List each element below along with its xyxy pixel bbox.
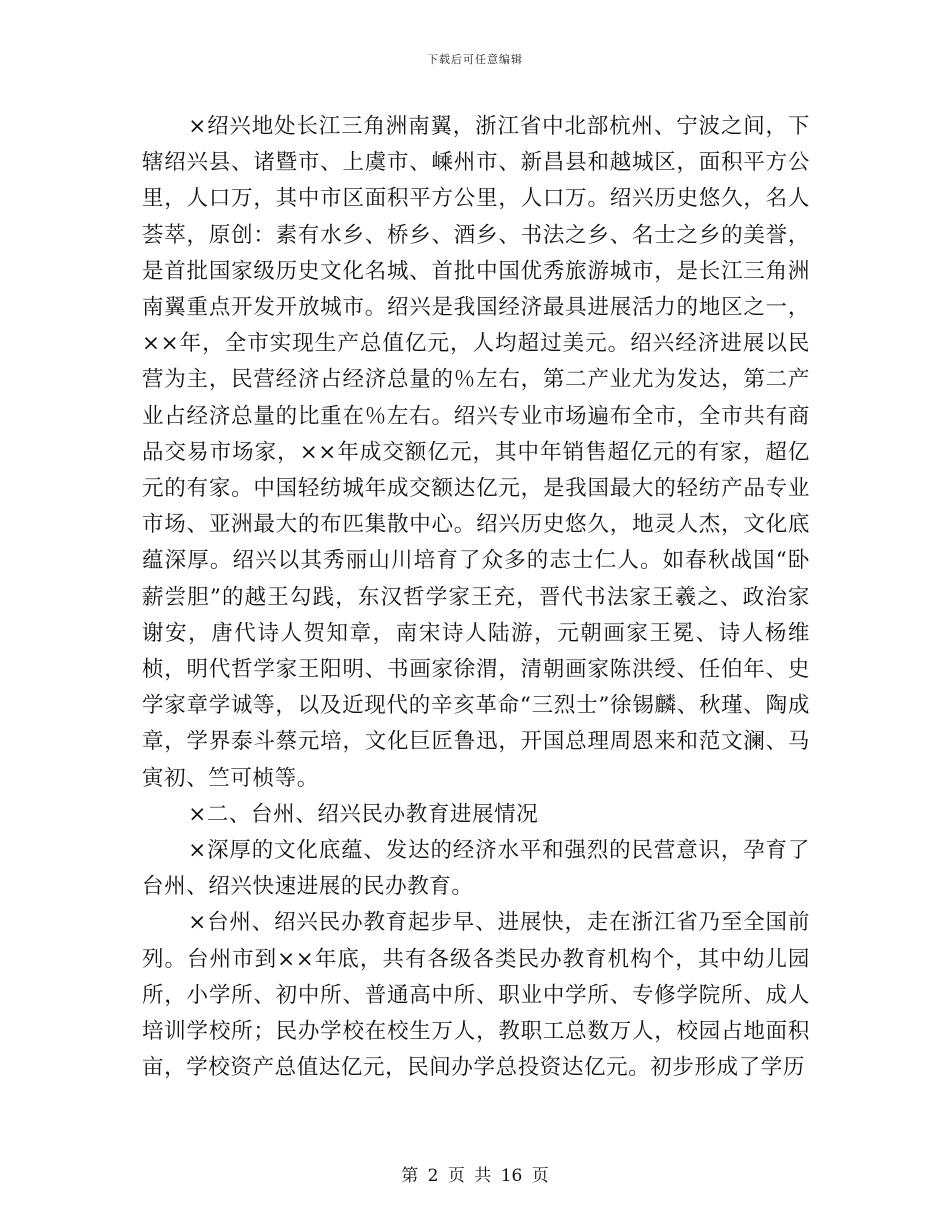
section-heading: ×二、台州、绍兴民办教育进展情况	[188, 801, 539, 827]
document-body	[142, 109, 810, 1086]
paragraph-private-education: ×台州、绍兴民办教育起步早、进展快，走在浙江省乃至全国前列。台州市到××年底，共有各级各类民办教育机构个，其中幼儿园所，小学所、初中所、普通高中所、职业中学所、专修学院所、成人培训学校所；民办学校在校生万人，教职工总数万人，校园占地面积亩，学校资产总值达亿元，民间办学总投资达亿元。初步形成了学历	[142, 910, 810, 1081]
page-header: 下载后可任意编辑	[427, 53, 523, 66]
paragraph-shaoxing-overview: ×绍兴地处长江三角洲南翼，浙江省中北部杭州、宁波之间，下辖绍兴县、诸暨市、上虞市、嵊州市、新昌县和越城区，面积平方公里，人口万，其中市区面积平方公里，人口万。绍兴历史悠久，名人荟萃，原创：素有水乡、桥乡、酒乡、书法之乡、名士之乡的美誉，是首批国家级历史文化名城、首批中国优秀旅游城市，是长江三角洲南翼重点开发开放城市。绍兴是我国经济最具进展活力的地区之一，××年，全市实现生产总值亿元，人均超过美元。绍兴经济进展以民营为主，民营经济占经济总量的％左右，第二产业尤为发达，第二产业占经济总量的比重在％左右。绍兴专业市场遍布全市，全市共有商品交易市场家，××年成交额亿元，其中年销售超亿元的有家，超亿元的有家。中国轻纺城年成交额达亿元，是我国最大的轻纺产品专业市场、亚洲最大的布匹集散中心。绍兴历史悠久，地灵人杰，文化底蕴深厚。绍兴以其秀丽山川培育了众多的志士仁人。如春秋战国“卧薪尝胆”的越王勾践，东汉哲学家王充，晋代书法家王羲之、政治家谢安，唐代诗人贺知章，南宋诗人陆游，元朝画家王冕、诗人杨维桢，明代哲学家王阳明、书画家徐渭，清朝画家陈洪绶、任伯年、史学家章学诚等，以及近现代的辛亥革命“三烈士”徐锡麟、秋瑾、陶成章，学界泰斗蔡元培，文化巨匠鲁迅，开国总理周恩来和范文澜、马寅初、竺可桢等。	[142, 114, 810, 791]
paragraph-cultural-basis: ×深厚的文化底蕴、发达的经济水平和强烈的民营意识，孕育了台州、绍兴快速进展的民办教育。	[142, 838, 810, 900]
page-footer: 第 2 页 共 16 页	[401, 1166, 549, 1186]
